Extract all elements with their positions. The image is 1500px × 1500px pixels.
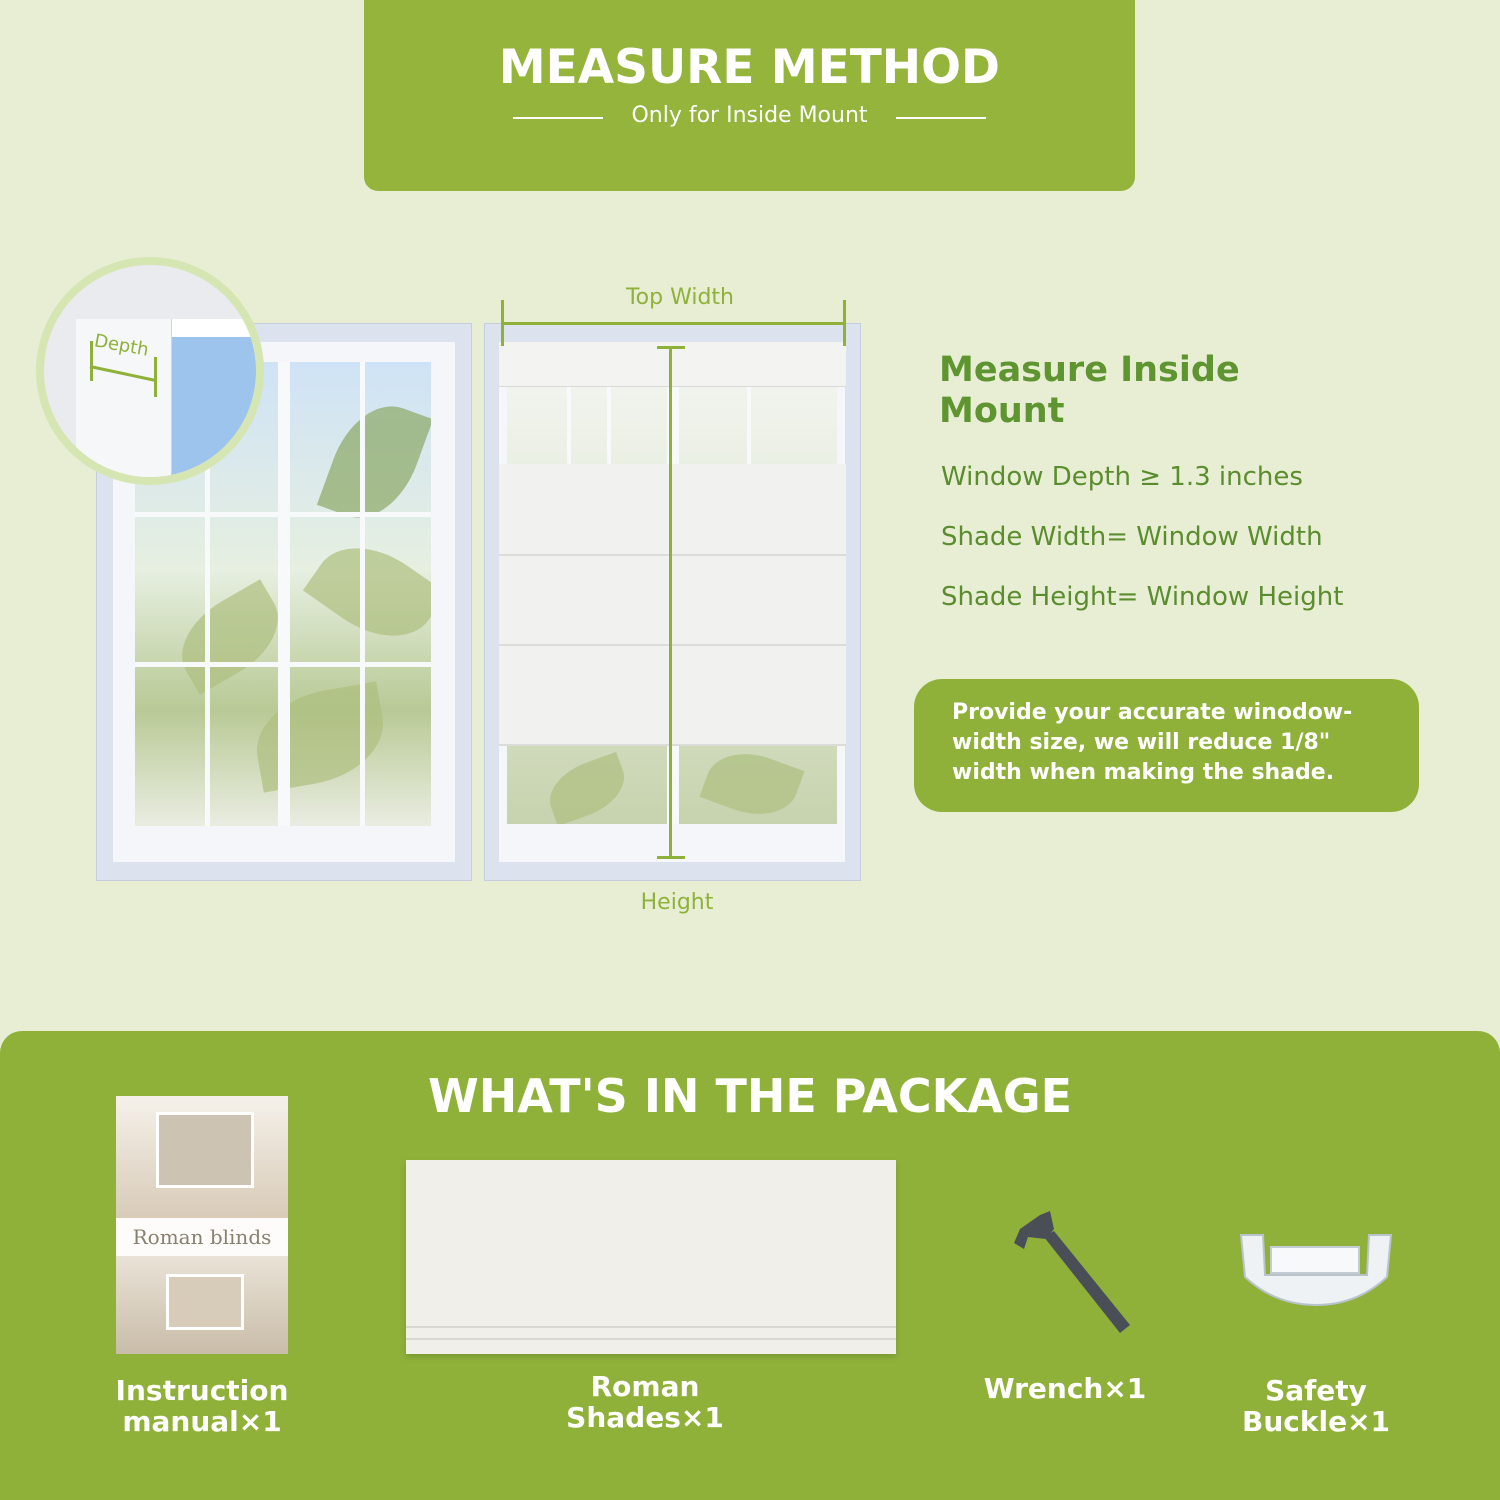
roman-shade-icon xyxy=(406,1160,896,1354)
manual-cover-text: Roman blinds xyxy=(132,1225,272,1249)
safety-buckle-caption: Safety Buckle×1 xyxy=(1241,1374,1391,1438)
package-title: WHAT'S IN THE PACKAGE xyxy=(427,1069,1073,1123)
spec-window-depth: Window Depth ≥ 1.3 inches xyxy=(941,462,1303,492)
depth-inset-circle xyxy=(36,257,264,485)
instruction-manual-caption: Instruction manual×1 xyxy=(115,1374,289,1438)
header-banner xyxy=(364,0,1135,191)
page-subtitle: Only for Inside Mount xyxy=(631,103,868,128)
top-width-label: Top Width xyxy=(625,285,735,310)
height-line xyxy=(669,346,672,858)
height-tick-top xyxy=(657,346,685,349)
wrench-icon xyxy=(1010,1207,1140,1337)
measure-inside-mount-title: Measure Inside Mount xyxy=(939,350,1240,431)
page-title: MEASURE METHOD xyxy=(498,40,1001,95)
window-shade-right xyxy=(484,323,861,881)
size-note-text: Provide your accurate winodow-width size, we will reduce 1/8" width when making the shade. xyxy=(952,700,1353,785)
height-label: Height xyxy=(640,890,714,915)
height-tick-bottom xyxy=(657,856,685,859)
top-width-line xyxy=(501,322,846,325)
spec-shade-width: Shade Width= Window Width xyxy=(941,522,1323,552)
spec-shade-height: Shade Height= Window Height xyxy=(941,582,1344,612)
package-section xyxy=(0,1031,1500,1500)
roman-shades-caption: Roman Shades×1 xyxy=(566,1370,724,1434)
depth-label: Depth xyxy=(92,330,151,361)
manual-icon xyxy=(116,1096,288,1354)
wrench-caption: Wrench×1 xyxy=(983,1372,1147,1405)
divider-right xyxy=(896,117,986,119)
buckle-icon xyxy=(1237,1231,1395,1311)
size-note-box xyxy=(914,679,1419,812)
